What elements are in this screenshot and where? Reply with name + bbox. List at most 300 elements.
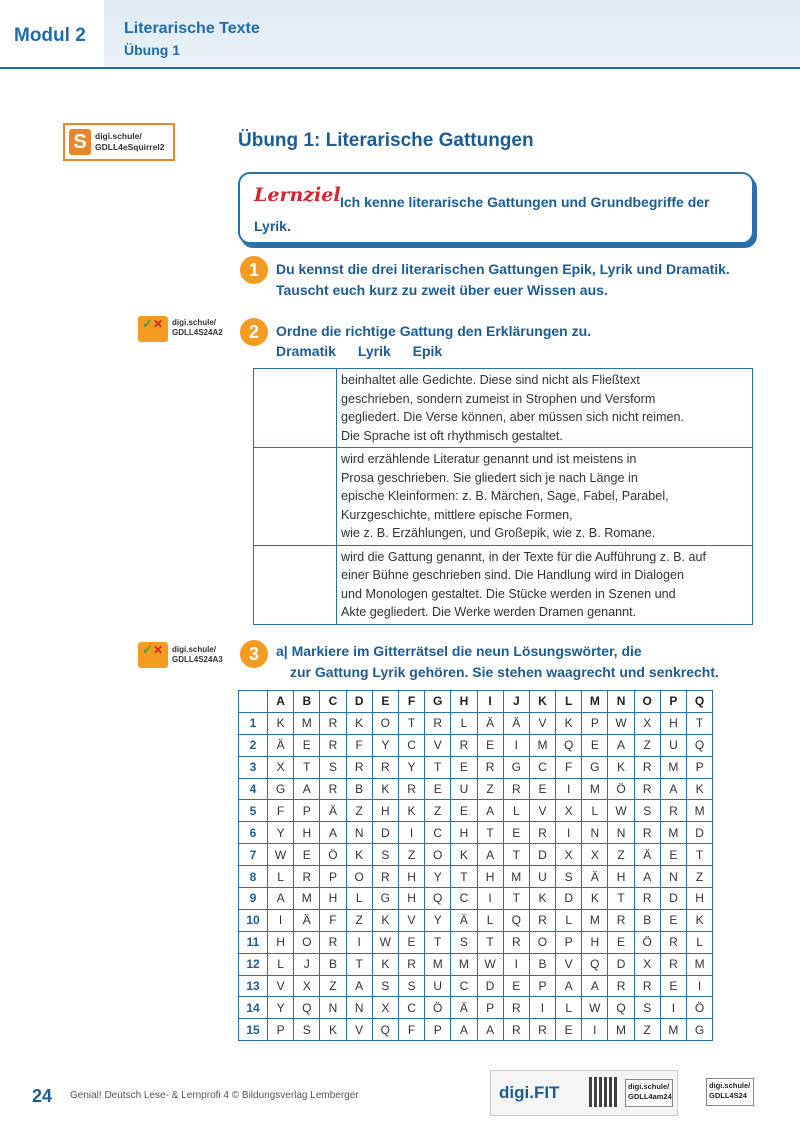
grid-letter-cell[interactable]: M — [608, 1019, 634, 1041]
grid-letter-cell[interactable]: H — [294, 822, 320, 844]
grid-letter-cell[interactable]: R — [320, 931, 346, 953]
grid-letter-cell[interactable]: V — [556, 953, 582, 975]
grid-letter-cell[interactable]: Ö — [634, 931, 660, 953]
grid-letter-cell[interactable]: M — [294, 888, 320, 910]
grid-letter-cell[interactable]: I — [503, 734, 529, 756]
grid-letter-cell[interactable]: P — [529, 975, 555, 997]
grid-letter-cell[interactable]: B — [634, 909, 660, 931]
grid-letter-cell[interactable]: Ä — [582, 866, 608, 888]
grid-letter-cell[interactable]: R — [320, 734, 346, 756]
grid-letter-cell[interactable]: Z — [687, 866, 713, 888]
grid-letter-cell[interactable]: X — [294, 975, 320, 997]
grid-row — [239, 800, 713, 822]
lernziel-box — [238, 172, 754, 244]
grid-letter-cell[interactable]: Ö — [425, 997, 451, 1019]
category-dramatik: Dramatik — [276, 343, 336, 359]
grid-letter-cell[interactable]: D — [660, 888, 686, 910]
grid-letter-cell[interactable]: Q — [687, 734, 713, 756]
grid-letter-cell[interactable]: M — [687, 953, 713, 975]
grid-letter-cell[interactable]: O — [294, 931, 320, 953]
grid-letter-cell[interactable]: A — [660, 778, 686, 800]
grid-letter-cell[interactable]: Ö — [320, 844, 346, 866]
grid-letter-cell[interactable]: A — [477, 844, 503, 866]
grid-letter-cell[interactable]: F — [320, 909, 346, 931]
grid-letter-cell[interactable]: N — [346, 997, 372, 1019]
digifit-code: digi.schule/ GDLL4am24 — [625, 1079, 673, 1107]
grid-letter-cell[interactable]: E — [503, 822, 529, 844]
grid-letter-cell[interactable]: Z — [634, 1019, 660, 1041]
grid-letter-cell[interactable]: C — [398, 734, 424, 756]
grid-letter-cell[interactable]: Z — [634, 734, 660, 756]
grid-letter-cell[interactable]: R — [477, 756, 503, 778]
grid-letter-cell[interactable]: H — [451, 822, 477, 844]
grid-letter-cell[interactable]: M — [582, 909, 608, 931]
grid-letter-cell[interactable]: Q — [556, 734, 582, 756]
grid-letter-cell[interactable]: S — [634, 997, 660, 1019]
grid-letter-cell[interactable]: H — [582, 931, 608, 953]
grid-letter-cell[interactable]: Q — [503, 909, 529, 931]
grid-letter-cell[interactable]: V — [529, 712, 555, 734]
grid-letter-cell[interactable]: X — [372, 997, 398, 1019]
grid-letter-cell[interactable]: T — [477, 822, 503, 844]
grid-letter-cell[interactable]: B — [346, 778, 372, 800]
grid-letter-cell[interactable]: E — [451, 756, 477, 778]
grid-letter-cell[interactable]: C — [398, 997, 424, 1019]
grid-letter-cell[interactable]: Y — [268, 997, 294, 1019]
grid-letter-cell[interactable]: U — [451, 778, 477, 800]
grid-letter-cell[interactable]: R — [398, 953, 424, 975]
grid-letter-cell[interactable]: K — [320, 1019, 346, 1041]
grid-letter-cell[interactable]: R — [320, 778, 346, 800]
grid-letter-cell[interactable]: U — [529, 866, 555, 888]
checklist-badge-icon[interactable]: ✓ ✕ — [138, 316, 168, 342]
grid-letter-cell[interactable]: P — [556, 931, 582, 953]
grid-letter-cell[interactable]: W — [608, 800, 634, 822]
task2-code[interactable]: digi.schule/ GDLL4S24A2 — [172, 318, 223, 337]
grid-letter-cell[interactable]: R — [398, 778, 424, 800]
definition-cell: beinhaltet alle Gedichte. Diese sind nicht als Fließtext geschrieben, sondern zumeist in Strophen und Versform gegliedert. Die Verse können, aber müssen sich nicht reimen. Die Sprache ist oft rhythmisch gestaltet. — [337, 369, 753, 448]
table-row — [254, 545, 753, 624]
grid-letter-cell[interactable]: Ä — [451, 909, 477, 931]
grid-letter-cell[interactable]: Ä — [634, 844, 660, 866]
grid-letter-cell[interactable]: V — [529, 800, 555, 822]
grid-letter-cell[interactable]: A — [582, 975, 608, 997]
grid-letter-cell[interactable]: H — [477, 866, 503, 888]
grid-letter-cell[interactable]: O — [372, 712, 398, 734]
grid-letter-cell[interactable]: G — [503, 756, 529, 778]
grid-letter-cell[interactable]: V — [425, 734, 451, 756]
grid-letter-cell[interactable]: W — [477, 953, 503, 975]
task3-code[interactable]: digi.schule/ GDLL4S24A3 — [172, 645, 223, 664]
grid-letter-cell[interactable]: X — [556, 844, 582, 866]
grid-letter-cell[interactable]: A — [268, 888, 294, 910]
grid-letter-cell[interactable]: K — [372, 778, 398, 800]
footer-digi-code[interactable]: digi.schule/ GDLL4S24 — [706, 1078, 754, 1106]
grid-letter-cell[interactable]: E — [660, 975, 686, 997]
grid-row — [239, 778, 713, 800]
grid-letter-cell[interactable]: T — [294, 756, 320, 778]
grid-letter-cell[interactable]: R — [660, 931, 686, 953]
grid-row-number: 14 — [239, 997, 268, 1019]
grid-letter-cell[interactable]: Z — [398, 844, 424, 866]
grid-letter-cell[interactable]: U — [425, 975, 451, 997]
table-row — [254, 448, 753, 546]
answer-cell[interactable] — [254, 448, 337, 546]
grid-letter-cell[interactable]: Ö — [687, 997, 713, 1019]
grid-letter-cell[interactable]: E — [294, 734, 320, 756]
grid-letter-cell[interactable]: M — [660, 756, 686, 778]
grid-letter-cell[interactable]: R — [425, 712, 451, 734]
grid-letter-cell[interactable]: X — [634, 712, 660, 734]
grid-letter-cell[interactable]: X — [582, 844, 608, 866]
grid-letter-cell[interactable]: K — [268, 712, 294, 734]
grid-letter-cell[interactable]: M — [582, 778, 608, 800]
grid-letter-cell[interactable]: H — [268, 931, 294, 953]
grid-letter-cell[interactable]: J — [294, 953, 320, 975]
grid-letter-cell[interactable]: I — [529, 997, 555, 1019]
grid-letter-cell[interactable]: K — [398, 800, 424, 822]
grid-letter-cell[interactable]: X — [556, 800, 582, 822]
grid-letter-cell[interactable]: L — [503, 800, 529, 822]
grid-letter-cell[interactable]: F — [346, 734, 372, 756]
grid-letter-cell[interactable]: R — [660, 800, 686, 822]
grid-letter-cell[interactable]: L — [556, 909, 582, 931]
grid-header-row — [239, 691, 713, 713]
grid-letter-cell[interactable]: R — [372, 866, 398, 888]
digifit-box[interactable] — [490, 1070, 678, 1116]
grid-letter-cell[interactable]: Y — [425, 909, 451, 931]
grid-letter-cell[interactable]: C — [451, 975, 477, 997]
grid-letter-cell[interactable]: R — [346, 756, 372, 778]
grid-row-number: 12 — [239, 953, 268, 975]
grid-letter-cell[interactable]: P — [294, 800, 320, 822]
grid-letter-cell[interactable]: L — [556, 997, 582, 1019]
grid-letter-cell[interactable]: M — [503, 866, 529, 888]
grid-letter-cell[interactable]: T — [503, 844, 529, 866]
grid-letter-cell[interactable]: I — [556, 822, 582, 844]
page-number: 24 — [32, 1086, 53, 1106]
grid-letter-cell[interactable]: D — [529, 844, 555, 866]
grid-letter-cell[interactable]: K — [582, 888, 608, 910]
grid-letter-cell[interactable]: S — [372, 975, 398, 997]
grid-letter-cell[interactable]: E — [425, 778, 451, 800]
checklist-badge-icon[interactable]: ✓ ✕ — [138, 642, 168, 668]
grid-letter-cell[interactable]: R — [608, 909, 634, 931]
grid-letter-cell[interactable]: R — [503, 997, 529, 1019]
digi-link-box[interactable] — [63, 123, 175, 161]
grid-letter-cell[interactable]: M — [660, 822, 686, 844]
qr-code-icon — [589, 1077, 619, 1107]
grid-row-number: 7 — [239, 844, 268, 866]
grid-letter-cell[interactable]: E — [529, 778, 555, 800]
grid-letter-cell[interactable]: L — [451, 712, 477, 734]
grid-letter-cell[interactable]: E — [582, 734, 608, 756]
grid-letter-cell[interactable]: L — [268, 953, 294, 975]
grid-column-header: K — [529, 691, 555, 713]
grid-letter-cell[interactable]: K — [346, 844, 372, 866]
grid-letter-cell[interactable]: G — [372, 888, 398, 910]
grid-letter-cell[interactable]: F — [556, 756, 582, 778]
grid-letter-cell[interactable]: L — [687, 931, 713, 953]
grid-letter-cell[interactable]: A — [346, 975, 372, 997]
grid-letter-cell[interactable]: M — [529, 734, 555, 756]
grid-letter-cell[interactable]: R — [320, 712, 346, 734]
grid-letter-cell[interactable]: S — [634, 800, 660, 822]
grid-letter-cell[interactable]: F — [268, 800, 294, 822]
grid-letter-cell[interactable]: Ä — [477, 712, 503, 734]
grid-letter-cell[interactable]: E — [294, 844, 320, 866]
grid-letter-cell[interactable]: C — [451, 888, 477, 910]
grid-letter-cell[interactable]: R — [634, 975, 660, 997]
grid-letter-cell[interactable]: A — [477, 1019, 503, 1041]
grid-letter-cell[interactable]: N — [608, 822, 634, 844]
grid-letter-cell[interactable]: Z — [320, 975, 346, 997]
grid-letter-cell[interactable]: C — [529, 756, 555, 778]
grid-letter-cell[interactable]: I — [582, 1019, 608, 1041]
grid-letter-cell[interactable]: R — [634, 756, 660, 778]
grid-letter-cell[interactable]: P — [687, 756, 713, 778]
grid-letter-cell[interactable]: I — [268, 909, 294, 931]
grid-letter-cell[interactable]: H — [687, 888, 713, 910]
grid-letter-cell[interactable]: K — [372, 953, 398, 975]
grid-letter-cell[interactable]: I — [503, 953, 529, 975]
grid-letter-cell[interactable]: T — [425, 931, 451, 953]
grid-row-number: 10 — [239, 909, 268, 931]
grid-letter-cell[interactable]: D — [608, 953, 634, 975]
grid-letter-cell[interactable]: A — [608, 734, 634, 756]
grid-letter-cell[interactable]: G — [582, 756, 608, 778]
grid-letter-cell[interactable]: R — [634, 778, 660, 800]
grid-letter-cell[interactable]: R — [634, 822, 660, 844]
grid-letter-cell[interactable]: E — [477, 734, 503, 756]
grid-letter-cell[interactable]: V — [268, 975, 294, 997]
grid-letter-cell[interactable]: T — [687, 712, 713, 734]
grid-letter-cell[interactable]: M — [294, 712, 320, 734]
grid-letter-cell[interactable]: Z — [425, 800, 451, 822]
answer-cell[interactable] — [254, 545, 337, 624]
grid-letter-cell[interactable]: Z — [608, 844, 634, 866]
grid-letter-cell[interactable]: A — [477, 800, 503, 822]
grid-letter-cell[interactable]: F — [398, 1019, 424, 1041]
lernziel-label: Lernziel — [254, 184, 341, 206]
grid-letter-cell[interactable]: H — [660, 712, 686, 734]
grid-letter-cell[interactable]: M — [687, 800, 713, 822]
grid-letter-cell[interactable]: T — [608, 888, 634, 910]
grid-letter-cell[interactable]: Q — [294, 997, 320, 1019]
grid-letter-cell[interactable]: B — [529, 953, 555, 975]
grid-letter-cell[interactable]: E — [503, 975, 529, 997]
grid-row-number: 1 — [239, 712, 268, 734]
grid-column-header: B — [294, 691, 320, 713]
grid-letter-cell[interactable]: R — [634, 888, 660, 910]
grid-column-header: J — [503, 691, 529, 713]
grid-letter-cell[interactable]: T — [503, 888, 529, 910]
grid-letter-cell[interactable]: H — [398, 866, 424, 888]
grid-letter-cell[interactable]: K — [451, 844, 477, 866]
grid-letter-cell[interactable]: E — [660, 909, 686, 931]
grid-letter-cell[interactable]: A — [634, 866, 660, 888]
grid-letter-cell[interactable]: W — [268, 844, 294, 866]
grid-letter-cell[interactable]: N — [320, 997, 346, 1019]
grid-letter-cell[interactable]: M — [425, 953, 451, 975]
grid-letter-cell[interactable]: Ä — [268, 734, 294, 756]
grid-letter-cell[interactable]: C — [425, 822, 451, 844]
grid-column-header: F — [398, 691, 424, 713]
grid-letter-cell[interactable]: K — [687, 909, 713, 931]
grid-letter-cell[interactable]: R — [451, 734, 477, 756]
grid-letter-cell[interactable]: Y — [425, 866, 451, 888]
grid-letter-cell[interactable]: E — [608, 931, 634, 953]
grid-letter-cell[interactable]: L — [268, 866, 294, 888]
grid-letter-cell[interactable]: M — [451, 953, 477, 975]
grid-letter-cell[interactable]: Y — [398, 756, 424, 778]
grid-letter-cell[interactable]: A — [556, 975, 582, 997]
answer-cell[interactable] — [254, 369, 337, 448]
grid-letter-cell[interactable]: R — [529, 822, 555, 844]
grid-letter-cell[interactable]: H — [398, 888, 424, 910]
grid-letter-cell[interactable]: D — [372, 822, 398, 844]
grid-letter-cell[interactable]: Ä — [503, 712, 529, 734]
grid-letter-cell[interactable]: Z — [477, 778, 503, 800]
grid-letter-cell[interactable]: D — [687, 822, 713, 844]
grid-letter-cell[interactable]: T — [398, 712, 424, 734]
grid-letter-cell[interactable]: B — [320, 953, 346, 975]
grid-letter-cell[interactable]: T — [346, 953, 372, 975]
grid-letter-cell[interactable]: Ö — [608, 778, 634, 800]
grid-letter-cell[interactable]: V — [398, 909, 424, 931]
grid-row — [239, 866, 713, 888]
category-lyrik: Lyrik — [357, 343, 391, 359]
grid-letter-cell[interactable]: R — [529, 1019, 555, 1041]
grid-letter-cell[interactable]: P — [425, 1019, 451, 1041]
grid-letter-cell[interactable]: R — [608, 975, 634, 997]
grid-letter-cell[interactable]: R — [503, 1019, 529, 1041]
grid-letter-cell[interactable]: S — [294, 1019, 320, 1041]
grid-letter-cell[interactable]: Y — [372, 734, 398, 756]
grid-letter-cell[interactable]: K — [529, 888, 555, 910]
grid-letter-cell[interactable]: L — [346, 888, 372, 910]
grid-letter-cell[interactable]: Ä — [451, 997, 477, 1019]
grid-letter-cell[interactable]: S — [320, 756, 346, 778]
grid-letter-cell[interactable]: Z — [346, 909, 372, 931]
grid-letter-cell[interactable]: M — [660, 1019, 686, 1041]
grid-letter-cell[interactable]: T — [425, 756, 451, 778]
grid-letter-cell[interactable]: I — [687, 975, 713, 997]
grid-letter-cell[interactable]: R — [529, 909, 555, 931]
grid-letter-cell[interactable]: T — [477, 931, 503, 953]
grid-letter-cell[interactable]: S — [372, 844, 398, 866]
task2-number-icon: 2 — [240, 318, 268, 346]
grid-letter-cell[interactable]: G — [687, 1019, 713, 1041]
grid-letter-cell[interactable]: P — [268, 1019, 294, 1041]
grid-letter-cell[interactable]: D — [477, 975, 503, 997]
grid-letter-cell[interactable]: X — [268, 756, 294, 778]
grid-row — [239, 844, 713, 866]
grid-letter-cell[interactable]: H — [372, 800, 398, 822]
grid-letter-cell[interactable]: U — [660, 734, 686, 756]
grid-row — [239, 931, 713, 953]
grid-letter-cell[interactable]: K — [556, 712, 582, 734]
grid-letter-cell[interactable]: E — [556, 1019, 582, 1041]
grid-letter-cell[interactable]: R — [660, 953, 686, 975]
grid-row — [239, 756, 713, 778]
grid-letter-cell[interactable]: Ä — [320, 800, 346, 822]
grid-letter-cell[interactable]: R — [372, 756, 398, 778]
grid-letter-cell[interactable]: E — [660, 844, 686, 866]
grid-letter-cell[interactable]: R — [503, 931, 529, 953]
grid-letter-cell[interactable]: W — [582, 997, 608, 1019]
digi-s-icon: S — [69, 129, 91, 155]
grid-letter-cell[interactable]: V — [346, 1019, 372, 1041]
grid-letter-cell[interactable]: Ä — [294, 909, 320, 931]
grid-letter-cell[interactable]: S — [451, 931, 477, 953]
grid-letter-cell[interactable]: H — [320, 888, 346, 910]
grid-letter-cell[interactable]: A — [294, 778, 320, 800]
grid-letter-cell[interactable]: H — [608, 866, 634, 888]
grid-letter-cell[interactable]: I — [556, 778, 582, 800]
grid-letter-cell[interactable]: W — [372, 931, 398, 953]
grid-letter-cell[interactable]: I — [477, 888, 503, 910]
grid-letter-cell[interactable]: K — [608, 756, 634, 778]
grid-letter-cell[interactable]: D — [556, 888, 582, 910]
grid-letter-cell[interactable]: R — [294, 866, 320, 888]
task3-line1: a| Markiere im Gitterrätsel die neun Lösungswörter, die — [276, 643, 642, 659]
grid-letter-cell[interactable]: L — [477, 909, 503, 931]
grid-letter-cell[interactable]: S — [398, 975, 424, 997]
grid-letter-cell[interactable]: O — [346, 866, 372, 888]
grid-letter-cell[interactable]: G — [268, 778, 294, 800]
grid-row — [239, 997, 713, 1019]
grid-letter-cell[interactable]: P — [582, 712, 608, 734]
grid-letter-cell[interactable]: Y — [268, 822, 294, 844]
grid-letter-cell[interactable]: Z — [346, 800, 372, 822]
grid-letter-cell[interactable]: X — [634, 953, 660, 975]
grid-letter-cell[interactable]: Q — [582, 953, 608, 975]
grid-letter-cell[interactable]: R — [503, 778, 529, 800]
grid-letter-cell[interactable]: A — [320, 822, 346, 844]
grid-letter-cell[interactable]: P — [477, 997, 503, 1019]
grid-letter-cell[interactable]: N — [346, 822, 372, 844]
grid-letter-cell[interactable]: O — [529, 931, 555, 953]
grid-letter-cell[interactable]: S — [556, 866, 582, 888]
grid-letter-cell[interactable]: Q — [425, 888, 451, 910]
grid-letter-cell[interactable]: K — [346, 712, 372, 734]
grid-letter-cell[interactable]: A — [451, 1019, 477, 1041]
grid-letter-cell[interactable]: T — [687, 844, 713, 866]
grid-letter-cell[interactable]: E — [398, 931, 424, 953]
grid-letter-cell[interactable]: T — [451, 866, 477, 888]
grid-letter-cell[interactable]: W — [608, 712, 634, 734]
task2-text: Ordne die richtige Gattung den Erklärungen zu. — [276, 323, 592, 339]
grid-letter-cell[interactable]: I — [398, 822, 424, 844]
grid-row — [239, 888, 713, 910]
task3-number-icon: 3 — [240, 640, 268, 668]
category-epik: Epik — [412, 343, 443, 359]
grid-letter-cell[interactable]: Q — [608, 997, 634, 1019]
grid-letter-cell[interactable]: Q — [372, 1019, 398, 1041]
page-header — [0, 0, 800, 68]
grid-letter-cell[interactable]: N — [660, 866, 686, 888]
grid-letter-cell[interactable]: P — [320, 866, 346, 888]
grid-letter-cell[interactable]: I — [346, 931, 372, 953]
grid-letter-cell[interactable]: K — [372, 909, 398, 931]
grid-letter-cell[interactable]: N — [582, 822, 608, 844]
grid-letter-cell[interactable]: E — [451, 800, 477, 822]
grid-letter-cell[interactable]: K — [687, 778, 713, 800]
grid-letter-cell[interactable]: I — [660, 997, 686, 1019]
grid-letter-cell[interactable]: L — [582, 800, 608, 822]
grid-letter-cell[interactable]: O — [425, 844, 451, 866]
